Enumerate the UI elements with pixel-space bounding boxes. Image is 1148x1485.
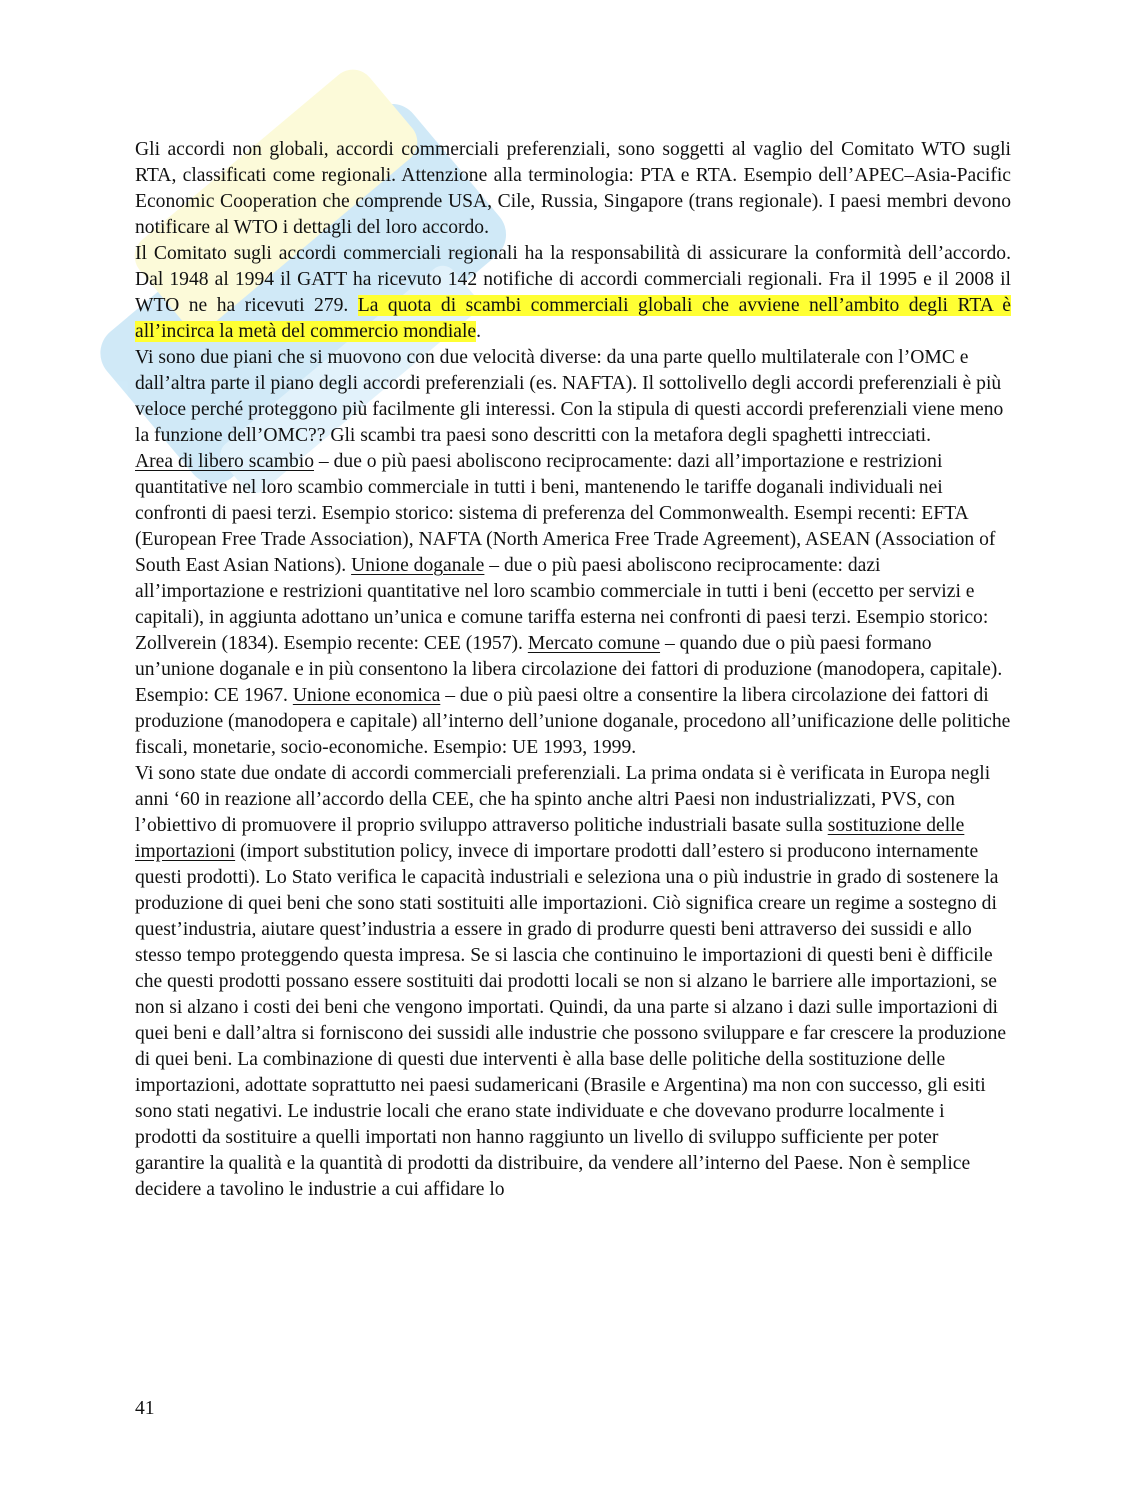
paragraph-text: Il Comitato sugli accordi commerciali regionali ha la responsabilità di assicurare la conformità dell’accordo. Dal 1948 al 1994 il GATT ha ricevuto 142 notifiche di accordi commerciali regionali. Fra il 1995 e il 2008 il WTO ne ha ricevuti 279. (135, 243, 1011, 316)
page-body (135, 137, 1011, 1203)
term-import-substitution: sostituzione delle importazioni (135, 815, 965, 862)
paragraph-two-speeds: Vi sono due piani che si muovono con due velocità diverse: da una parte quello multilaterale con l’OMC e dall’altra parte il piano degli accordi preferenziali (es. NAFTA). Il sottolivello degli accordi preferenziali è più veloce perché proteggono più facilmente gli interessi. Con la stipula di questi accordi preferenziali viene meno la funzione dell’OMC?? Gli scambi tra paesi sono descritti con la metafora degli spaghetti intrecciati. (135, 347, 1004, 446)
paragraph-import-substitution (135, 761, 1011, 1203)
page-number: 41 (135, 1398, 155, 1419)
term-common-market: Mercato comune (527, 633, 661, 654)
paragraph-text: Vi sono state due ondate di accordi commerciali preferenziali. La prima ondata si è verificata in Europa negli anni ‘60 in reazione all’accordo della CEE, che ha spinto anche altri Paesi non industrializzati, PVS, con l’obiettivo di promuovere il proprio sviluppo attraverso politiche industriali basate sulla (135, 763, 991, 836)
paragraph-text: – due o più paesi oltre a consentire la libera circolazione dei fattori di produzione (manodopera e capitale) all’interno dell’unione doganale, procedono all’unificazione delle politiche fiscali, monetarie, socio-economiche. Esempio: UE 1993, 1999. (135, 685, 1011, 758)
paragraph-text: – quando due o più paesi formano un’unione doganale e in più consentono la libera circolazione dei fattori di produzione (manodopera, capitale). Esempio: CE 1967. (135, 633, 1003, 706)
paragraph-rta-committee: Gli accordi non globali, accordi commerciali preferenziali, sono soggetti al vaglio del Comitato WTO sugli RTA, classificati come regionali. Attenzione alla terminologia: PTA e RTA. Esempio dell’APEC–Asia-Pacific Economic Cooperation che comprende USA, Cile, Russia, Singapore (trans regionale). I paesi membri devono notificare al WTO i dettagli del loro accordo. (135, 139, 1011, 238)
paragraph-integration-forms (135, 449, 1011, 761)
paragraph-text: (import substitution policy, invece di importare prodotti dall’estero si producono internamente questi prodotti). Lo Stato verifica le capacità industriali e seleziona una o più industrie in grado di sostenere la produzione di quei beni che sono stati sostituiti alle importazioni. Ciò significa creare un regime a sostegno di quest’industria, aiutare quest’industria a essere in grado di produrre questi beni attraverso dei sussidi e allo stesso tempo proteggendo questa impresa. Se si lascia che continuino le importazioni di questi beni è difficile che questi prodotti possano essere sostituiti dai prodotti locali se non si alzano le barriere alle importazioni, se non si alzano i costi dei beni che vengono importati. Quindi, da una parte si alzano i dazi sulle importazioni di quei beni e dall’altra si forniscono dei sussidi alle industrie che possono sviluppare e far crescere la produzione di quei beni. La combinazione di questi due interventi è alla base delle politiche della sostituzione delle importazioni, adottate soprattutto nei paesi sudamericani (Brasile e Argentina) ma non con successo, gli esiti sono stati negativi. Le industrie locali che erano state individuate e che dovevano produrre localmente i prodotti da sostituire a quelli importati non hanno raggiunto un livello di sviluppo sufficiente per poter garantire la qualità e la quantità di prodotti da distribuire, da vendere all’interno del Paese. Non è semplice decidere a tavolino le industrie a cui affidare lo (135, 841, 1007, 1200)
paragraph-text: – due o più paesi aboliscono reciprocamente: dazi all’importazione e restrizioni quantitative nel loro scambio commerciale in tutti i beni, mantenendo le tariffe doganali individuali nei confronti di paesi terzi. Esempio storico: sistema di preferenza del Commonwealth. Esempi recenti: EFTA (European Free Trade Association), NAFTA (North America Free Trade Agreement), ASEAN (Association of South East Asian Nations). (135, 451, 996, 576)
term-customs-union: Unione doganale (351, 555, 485, 576)
term-free-trade-area: Area di libero scambio (135, 451, 315, 472)
term-economic-union: Unione economica (292, 685, 441, 706)
paragraph-text: . (476, 321, 482, 342)
paragraph-text: – due o più paesi aboliscono reciprocamente: dazi all’importazione e restrizioni quantitative nel loro scambio commerciale in tutti i beni (eccetto per servizi e capitali), in aggiunta adottano un’unica e comune tariffa esterna nei confronti di paesi terzi. Esempio storico: Zollverein (1834). Esempio recente: CEE (1957). (135, 555, 989, 654)
highlighted-text: La quota di scambi commerciali globali che avviene nell’ambito degli RTA è all’incirca la metà del commercio mondiale (135, 295, 1011, 342)
paragraph-gatt-notifications (135, 241, 1011, 345)
